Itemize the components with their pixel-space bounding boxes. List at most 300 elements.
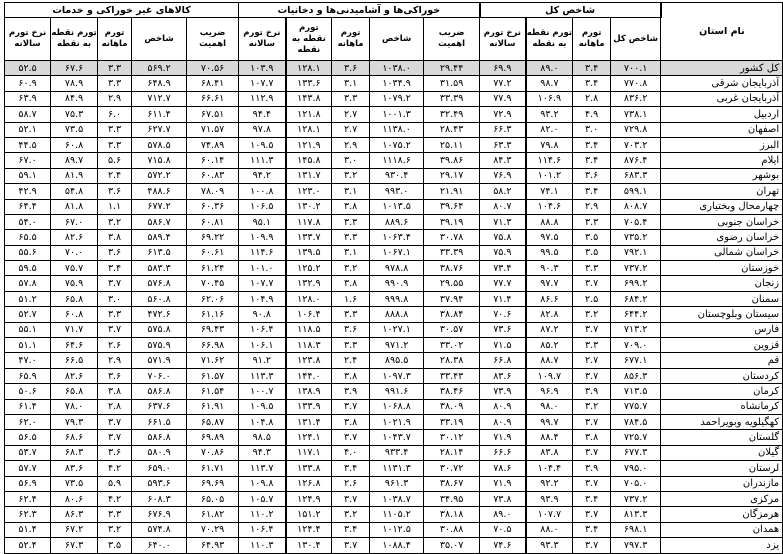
table-cell: ۲.۴ (332, 353, 370, 368)
header-col: نرخ تورم سالانه (239, 18, 286, 61)
table-cell: ۱۴۵.۸ (286, 153, 332, 168)
table-cell: ۸۸.۰ (526, 522, 573, 537)
table-cell: ۱۰۰۱.۳ (370, 107, 424, 122)
table-cell: ۷۱.۵۷ (187, 122, 239, 137)
table-cell: ۶۶۱.۵ (132, 414, 187, 429)
table-cell: ۸۶.۶ (526, 291, 573, 306)
table-cell: ۵۶۹.۲ (132, 61, 187, 76)
table-cell: ۶۷.۵۱ (187, 107, 239, 122)
table-cell: ۱۰۱۳.۵ (370, 199, 424, 214)
table-cell: ۷۰.۰ (51, 245, 98, 260)
table-cell: ۹۷۸.۸ (370, 261, 424, 276)
table-cell: ۹۹۳.۰ (370, 184, 424, 199)
table-cell: ۶۶.۳ (480, 122, 526, 137)
table-cell: ۲.۴ (98, 168, 132, 183)
table-cell: ۱۳۳.۷ (286, 230, 332, 245)
table-cell: ۵۶.۹ (5, 476, 51, 491)
table-row (5, 122, 783, 137)
table-cell: ۳۳.۰۲ (424, 338, 480, 353)
table-cell: ۶۰.۸۱ (187, 214, 239, 229)
table-cell: ۶۷.۰ (5, 153, 51, 168)
table-cell: ۷۳.۸ (480, 491, 526, 506)
table-cell: ۳.۴ (573, 184, 611, 199)
table-cell: ۶۷۷.۱ (611, 353, 661, 368)
province-name: کهگیلویه وبویراحمد (661, 414, 783, 429)
header-col: ضریب اهمیت (187, 18, 239, 61)
table-cell: ۱۰۱.۰ (239, 261, 286, 276)
table-cell: ۷۳.۶ (480, 322, 526, 337)
table-cell: ۵۲.۴ (5, 538, 51, 553)
province-name: سیستان وبلوچستان (661, 307, 783, 322)
table-cell: ۵.۶ (98, 153, 132, 168)
table-cell: ۳۳.۳۹ (424, 245, 480, 260)
table-cell: ۱۰۵.۷ (239, 491, 286, 506)
table-cell: ۱۱۴.۶ (239, 245, 286, 260)
table-cell: ۱۰۹۷.۳ (370, 368, 424, 383)
province-name: اصفهان (661, 122, 783, 137)
table-cell: ۷۰۶.۰ (132, 368, 187, 383)
table-cell: ۵۸۰.۹ (132, 445, 187, 460)
table-cell: ۷۱.۹ (480, 430, 526, 445)
table-cell: ۸۰.۷ (480, 199, 526, 214)
table-cell: ۸۹.۰ (526, 61, 573, 76)
table-cell: ۵۶.۵ (5, 430, 51, 445)
table-cell: ۷۱.۳ (480, 214, 526, 229)
table-cell: ۵.۹ (98, 476, 132, 491)
table-cell: ۷۸.۰۹ (187, 184, 239, 199)
table-cell: ۱۰۳۸.۷ (370, 491, 424, 506)
table-cell: ۹۸.۵ (239, 430, 286, 445)
province-name: آذربایجان شرقی (661, 76, 783, 91)
table-cell: ۱۱۲.۹ (239, 91, 286, 106)
header-group-food: خوراکی‌ها و آشامیدنی‌ها و دخانیات (239, 3, 480, 18)
table-cell: ۱۱۸.۳ (286, 338, 332, 353)
header-col: نرخ تورم سالانه (480, 18, 526, 61)
table-cell: ۹۳۰.۴ (370, 168, 424, 183)
table-cell: ۵۱.۴ (5, 522, 51, 537)
table-cell: ۶۰.۸ (51, 137, 98, 152)
table-cell: ۱۳۸.۹ (286, 384, 332, 399)
table-cell: ۵۷.۷ (5, 461, 51, 476)
table-cell: ۷۳.۹ (480, 384, 526, 399)
table-cell: ۳۴.۹۵ (424, 491, 480, 506)
table-cell: ۶۶.۸ (480, 353, 526, 368)
table-cell: ۵۲.۵ (5, 61, 51, 76)
table-cell: ۷۷.۷ (480, 276, 526, 291)
table-row (5, 491, 783, 506)
table-cell: ۵۲.۱ (5, 122, 51, 137)
table-cell: ۱۰۴.۴ (526, 461, 573, 476)
table-cell: ۶۵.۸ (51, 384, 98, 399)
table-cell: ۸۷۶.۴ (611, 153, 661, 168)
table-cell: ۱۲۳.۸ (286, 353, 332, 368)
table-cell: ۴۷.۰ (5, 353, 51, 368)
table-cell: ۳.۸ (573, 430, 611, 445)
table-cell: ۱۵۱.۲ (286, 507, 332, 522)
table-cell: ۳.۷ (573, 414, 611, 429)
table-row-total (5, 61, 783, 76)
table-cell: ۳.۳ (98, 307, 132, 322)
table-cell: ۱۰۹.۸ (239, 476, 286, 491)
table-cell: ۷۵.۸ (480, 230, 526, 245)
table-cell: ۱۰۴.۶ (526, 199, 573, 214)
table-cell: ۹۳۳.۴ (370, 445, 424, 460)
table-cell: ۸۲.۸ (526, 307, 573, 322)
table-cell: ۷۷.۹ (480, 91, 526, 106)
table-cell: ۷۱۳.۲ (611, 322, 661, 337)
table-cell: ۵۰.۶ (5, 384, 51, 399)
table-row (5, 368, 783, 383)
table-cell: ۱۱۸.۵ (286, 322, 332, 337)
table-cell: ۹۲.۲ (526, 476, 573, 491)
table-cell: ۶۳۷.۶ (132, 399, 187, 414)
table-cell: ۱۲۶.۸ (286, 476, 332, 491)
table-cell: ۳.۳ (98, 137, 132, 152)
table-cell: ۲۹.۵۵ (424, 276, 480, 291)
table-cell: ۲.۷ (332, 107, 370, 122)
table-cell: ۳.۱ (332, 184, 370, 199)
table-cell: ۳.۷ (332, 430, 370, 445)
table-cell: ۳.۴ (332, 522, 370, 537)
table-cell: ۸۳.۶ (480, 368, 526, 383)
table-cell: ۶۸.۶ (51, 430, 98, 445)
table-cell: ۶۵.۸۷ (187, 414, 239, 429)
table-cell: ۸۰.۹ (480, 414, 526, 429)
table-row (5, 214, 783, 229)
table-cell: ۱۱۱۸.۶ (370, 153, 424, 168)
province-name: آذربایجان غربی (661, 91, 783, 106)
table-cell: ۷۰.۲۹ (187, 522, 239, 537)
table-cell: ۵۸۶.۸ (132, 384, 187, 399)
table-cell: ۲.۷ (573, 353, 611, 368)
table-cell: ۳.۱ (332, 76, 370, 91)
table-cell: ۱۴۴.۰ (286, 368, 332, 383)
table-cell: ۹۷.۵ (526, 230, 573, 245)
table-cell: ۹۸.۰ (526, 399, 573, 414)
table-cell: ۳.۲ (573, 399, 611, 414)
table-cell: ۱۱۳۸.۰ (370, 122, 424, 137)
table-cell: ۴.۰ (332, 445, 370, 460)
table-cell: ۳۳.۱۹ (424, 414, 480, 429)
table-cell: ۶۳.۳ (480, 137, 526, 152)
header-col: تورم ماهانه (573, 18, 611, 61)
table-cell: ۶۲.۰۶ (187, 291, 239, 306)
table-cell: ۶۷.۳ (51, 538, 98, 553)
table-cell: ۵۷۵.۹ (132, 338, 187, 353)
table-cell: ۷۳.۵ (51, 122, 98, 137)
table-cell: ۹۷.۷ (526, 276, 573, 291)
table-cell: ۳۹.۸۶ (424, 153, 480, 168)
table-cell: ۲.۶ (98, 338, 132, 353)
inflation-table (4, 2, 783, 554)
table-cell: ۱۳۲.۹ (286, 276, 332, 291)
table-cell: ۷۳۷.۲ (611, 261, 661, 276)
table-cell: ۶۱.۲۴ (187, 261, 239, 276)
table-cell: ۲.۸ (98, 399, 132, 414)
table-cell: ۳۰.۷۸ (424, 230, 480, 245)
table-cell: ۳.۰ (573, 122, 611, 137)
header-col: تورم ماهانه (332, 18, 370, 61)
table-cell: ۷۱.۷ (51, 322, 98, 337)
table-cell: ۱۰۶۸.۸ (370, 399, 424, 414)
table-cell: ۵۷۱.۹ (132, 353, 187, 368)
table-cell: ۳.۴ (573, 61, 611, 76)
table-cell: ۷۶.۹ (480, 168, 526, 183)
table-cell: ۷۰۵.۰ (611, 476, 661, 491)
table-cell: ۵۲.۷ (5, 307, 51, 322)
table-cell: ۱.۶ (332, 291, 370, 306)
table-row (5, 461, 783, 476)
table-cell: ۷۹۲.۱ (611, 245, 661, 260)
table-cell: ۳۸.۷۶ (424, 261, 480, 276)
table-cell: ۱۰۴.۸ (239, 414, 286, 429)
table-cell: ۳.۲ (98, 214, 132, 229)
table-cell: ۵۷۶.۸ (132, 276, 187, 291)
table-cell: ۱۰۴.۹ (239, 291, 286, 306)
table-cell: ۷۲.۹ (480, 107, 526, 122)
table-row (5, 291, 783, 306)
table-cell: ۳.۳ (332, 230, 370, 245)
table-cell: ۷۰.۶ (480, 307, 526, 322)
table-cell: ۳.۳ (332, 338, 370, 353)
table-row (5, 168, 783, 183)
table-cell: ۱۰۶.۵ (239, 199, 286, 214)
table-cell: ۷۲۹.۸ (611, 122, 661, 137)
table-cell: ۳.۵ (573, 230, 611, 245)
table-cell: ۷۳.۴ (480, 261, 526, 276)
table-cell: ۳.۷ (573, 445, 611, 460)
table-cell: ۷۰.۵ (480, 522, 526, 537)
table-cell: ۱۲۵.۲ (286, 261, 332, 276)
header-col: شاخص (370, 18, 424, 61)
table-cell: ۳۸.۴۶ (424, 384, 480, 399)
province-name: گیلان (661, 445, 783, 460)
table-cell: ۷۸.۹ (51, 76, 98, 91)
table-cell: ۶۹.۴۳ (187, 322, 239, 337)
table-cell: ۶۱.۴ (5, 399, 51, 414)
table-cell: ۷۴.۱ (526, 184, 573, 199)
table-cell: ۶۱.۷۱ (187, 461, 239, 476)
table-cell: ۱۰۷۵.۲ (370, 137, 424, 152)
table-cell: ۷۱۲.۷ (132, 91, 187, 106)
table-cell: ۲.۹ (98, 91, 132, 106)
table-cell: ۱۰۳.۹ (239, 61, 286, 76)
table-cell: ۱۰۶.۱ (239, 338, 286, 353)
table-cell: ۲.۹ (332, 137, 370, 152)
table-cell: ۹۸.۷ (526, 76, 573, 91)
table-cell: ۳.۴ (98, 261, 132, 276)
table-cell: ۳۰.۷۲ (424, 461, 480, 476)
table-cell: ۷۴.۶ (480, 538, 526, 553)
table-cell: ۳.۲ (332, 507, 370, 522)
header-col: تورم نقطه به نقطه (286, 18, 332, 61)
table-cell: ۳۷.۹۴ (424, 291, 480, 306)
table-cell: ۷۹.۸ (526, 137, 573, 152)
province-name: خراسان رضوی (661, 230, 783, 245)
table-row (5, 137, 783, 152)
table-cell: ۷۰۰.۱ (611, 61, 661, 76)
table-cell: ۱۲۴.۱ (286, 430, 332, 445)
table-cell: ۸۱۳.۳ (611, 507, 661, 522)
table-cell: ۷۳۸.۱ (611, 107, 661, 122)
table-cell: ۳.۳ (332, 307, 370, 322)
table-cell: ۲.۷ (332, 122, 370, 137)
table-cell: ۳.۶ (98, 184, 132, 199)
table-cell: ۷۸.۶ (480, 461, 526, 476)
header-col: شاخص (132, 18, 187, 61)
table-cell: ۱۳۹.۵ (286, 245, 332, 260)
table-cell: ۳.۴ (573, 522, 611, 537)
table-cell: ۳.۳ (98, 507, 132, 522)
table-cell: ۱۰۹.۵ (239, 137, 286, 152)
table-cell: ۸۱.۸ (51, 199, 98, 214)
table-cell: ۷۷.۲ (480, 76, 526, 91)
table-row (5, 276, 783, 291)
province-name: کل کشور (661, 61, 783, 76)
table-row (5, 522, 783, 537)
province-name: گلستان (661, 430, 783, 445)
table-cell: ۶۶.۶ (480, 445, 526, 460)
table-cell: ۶۷.۶ (51, 61, 98, 76)
table-cell: ۳.۳ (332, 91, 370, 106)
table-cell: ۳۸.۶۷ (424, 476, 480, 491)
table-row (5, 307, 783, 322)
table-cell: ۳.۴ (573, 137, 611, 152)
table-cell: ۱۳۱.۴ (286, 414, 332, 429)
table-row (5, 153, 783, 168)
table-cell: ۶۴۸.۹ (132, 76, 187, 91)
table-cell: ۴۷۲.۶ (132, 307, 187, 322)
table-cell: ۷۰۳.۲ (611, 137, 661, 152)
table-cell: ۷۲۵.۷ (611, 430, 661, 445)
table-cell: ۶۰.۶۱ (187, 245, 239, 260)
province-name: بوشهر (661, 168, 783, 183)
table-cell: ۷۴.۸۹ (187, 137, 239, 152)
table-cell: ۲۸.۱۴ (424, 445, 480, 460)
table-cell: ۶۹۸.۱ (611, 522, 661, 537)
table-cell: ۳.۴ (573, 153, 611, 168)
table-cell: ۴۸۸.۶ (132, 184, 187, 199)
table-cell: ۸۸.۸ (526, 214, 573, 229)
table-cell: ۳۰.۵۷ (424, 322, 480, 337)
table-cell: ۳.۷ (98, 414, 132, 429)
table-cell: ۳.۸ (332, 368, 370, 383)
table-row (5, 322, 783, 337)
table-cell: ۷۹۵.۰ (611, 461, 661, 476)
table-cell: ۹۴.۳ (239, 445, 286, 460)
table-cell: ۱۰۶۷.۱ (370, 245, 424, 260)
province-name: چهارمحال وبختیاری (661, 199, 783, 214)
table-cell: ۵۸۹.۴ (132, 230, 187, 245)
table-cell: ۱۰۸۸.۴ (370, 538, 424, 553)
table-cell: ۹۰.۳ (526, 261, 573, 276)
table-row (5, 245, 783, 260)
table-cell: ۹۳.۳ (526, 538, 573, 553)
table-cell: ۸۰۸.۷ (611, 199, 661, 214)
table-cell: ۱۳۱.۷ (286, 168, 332, 183)
table-row (5, 261, 783, 276)
table-cell: ۳۳.۳۹ (424, 91, 480, 106)
province-name: اردبیل (661, 107, 783, 122)
table-cell: ۶۸۳.۳ (611, 168, 661, 183)
province-name: تهران (661, 184, 783, 199)
table-cell: ۳.۷ (573, 276, 611, 291)
table-row (5, 507, 783, 522)
table-cell: ۳.۳ (98, 61, 132, 76)
table-cell: ۳.۳ (573, 214, 611, 229)
table-cell: ۳.۹ (332, 384, 370, 399)
table-cell: ۱۱۰.۲ (239, 507, 286, 522)
province-name: مرکزی (661, 491, 783, 506)
table-cell: ۳.۸ (332, 414, 370, 429)
table-cell: ۶۸.۴۱ (187, 76, 239, 91)
table-cell: ۳.۹ (573, 384, 611, 399)
table-cell: ۶۱.۵۷ (187, 368, 239, 383)
table-cell: ۱۰۳۸.۰ (370, 61, 424, 76)
table-cell: ۳.۷ (98, 430, 132, 445)
table-cell: ۷۰۵.۴ (611, 214, 661, 229)
table-cell: ۷۳.۵ (51, 476, 98, 491)
table-cell: ۶۹۹.۲ (611, 276, 661, 291)
table-cell: ۲۸.۳۸ (424, 353, 480, 368)
table-cell: ۳.۴ (573, 76, 611, 91)
table-cell: ۳.۶ (98, 368, 132, 383)
header-col: تورم نقطه به نقطه (51, 18, 98, 61)
table-cell: ۷۰.۴۵ (187, 276, 239, 291)
table-cell: ۶۲.۳ (5, 507, 51, 522)
province-name: خوزستان (661, 261, 783, 276)
province-name: البرز (661, 137, 783, 152)
table-row (5, 107, 783, 122)
table-cell: ۵۴.۸ (51, 184, 98, 199)
table-cell: ۱۴۳.۸ (286, 91, 332, 106)
table-cell: ۶۸.۳ (51, 445, 98, 460)
table-cell: ۶۹.۸۹ (187, 430, 239, 445)
province-name: همدان (661, 522, 783, 537)
table-cell: ۱۰۶.۹ (526, 91, 573, 106)
table-cell: ۲.۶ (332, 476, 370, 491)
table-cell: ۲.۸ (573, 91, 611, 106)
table-cell: ۸۱.۹ (51, 168, 98, 183)
table-cell: ۳.۷ (98, 322, 132, 337)
table-cell: ۱۱۷.۸ (286, 214, 332, 229)
table-cell: ۶۱۳.۵ (132, 245, 187, 260)
table-cell: ۱۰۷۹.۲ (370, 91, 424, 106)
table-cell: ۱۰۰.۷ (239, 384, 286, 399)
table-cell: ۳.۹ (573, 461, 611, 476)
province-name: مازندران (661, 476, 783, 491)
table-cell: ۶۱.۵۴ (187, 384, 239, 399)
table-cell: ۶.۰ (98, 107, 132, 122)
province-name: یزد (661, 538, 783, 553)
table-cell: ۵۸۳.۳ (132, 261, 187, 276)
table-row (5, 353, 783, 368)
table-cell: ۸۹.۰ (480, 507, 526, 522)
table-cell: ۳.۵ (98, 538, 132, 553)
table-row (5, 399, 783, 414)
table-cell: ۶۶.۵ (51, 353, 98, 368)
table-cell: ۲.۵ (573, 291, 611, 306)
table-cell: ۳.۶ (98, 445, 132, 460)
header-province: نام استان (661, 3, 783, 61)
table-row (5, 414, 783, 429)
table-cell: ۶۴۰.۰ (132, 538, 187, 553)
table-cell: ۶۶.۹۸ (187, 338, 239, 353)
table-cell: ۷۵.۹ (51, 276, 98, 291)
table-cell: ۵۷۲.۲ (132, 168, 187, 183)
table-cell: ۶۰۸.۳ (132, 491, 187, 506)
table-cell: ۶۴۴.۲ (611, 307, 661, 322)
